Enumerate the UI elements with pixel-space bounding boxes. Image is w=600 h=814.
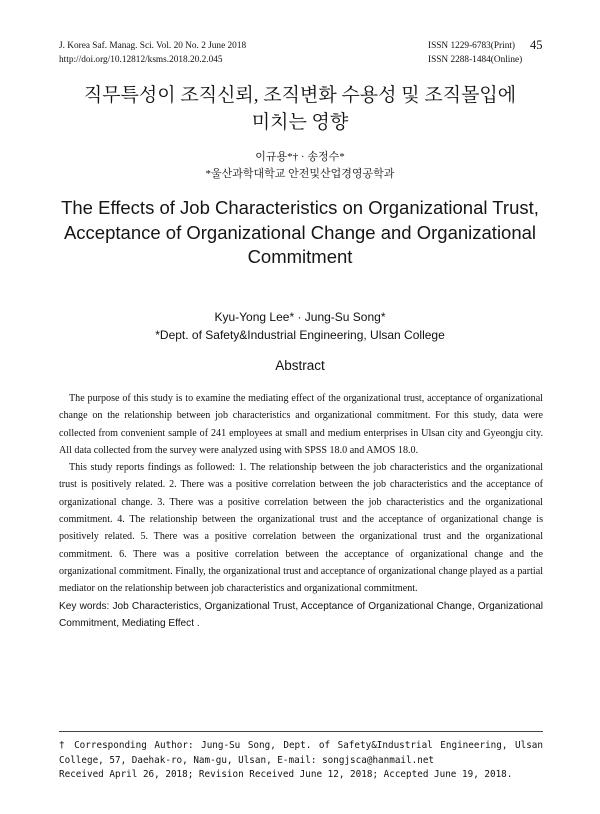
journal-citation: J. Korea Saf. Manag. Sci. Vol. 20 No. 2 June 2018 — [59, 41, 247, 51]
english-title-line: Acceptance of Organizational Change and Organizational — [63, 221, 537, 243]
english-authors: Kyu-Yong Lee* · Jung-Su Song* — [214, 310, 386, 324]
english-title — [0, 196, 600, 270]
corresponding-author-note: † Corresponding Author: Jung-Su Song, Dept. of Safety&Industrial Engineering, Ulsan College, 57, Daehak-ro, Nam-gu, Ulsan, E-mail: songjsca@hanmail.net — [59, 740, 543, 766]
english-affiliation: *Dept. of Safety&Industrial Engineering, Ulsan College — [155, 328, 445, 342]
korean-authors: 이규용*† · 송정수* — [255, 151, 345, 163]
footnote — [59, 739, 543, 783]
korean-affiliation: *울산과학대학교 안전및산업경영공학과 — [205, 168, 395, 180]
korean-title-line: 미치는 영향 — [251, 112, 349, 133]
abstract-body — [59, 390, 543, 632]
issn-print: ISSN 1229-6783(Print) — [428, 41, 516, 51]
english-title-line: Commitment — [247, 246, 353, 267]
abstract-heading: Abstract — [275, 358, 325, 373]
korean-title-line: 직무특성이 조직신뢰, 조직변화 수용성 및 조직몰입에 — [83, 85, 517, 106]
keywords: Key words: Job Characteristics, Organizational Trust, Acceptance of Organizational Change, Organizational Commitment, Mediating Effect . — [59, 600, 543, 629]
footnote-divider — [59, 731, 543, 732]
running-header-right — [428, 39, 522, 67]
issn-online: ISSN 2288-1484(Online) — [428, 55, 523, 65]
running-header-left — [59, 39, 246, 67]
abstract-paragraph: This study reports findings as followed: 1. The relationship between the job characteristics and the organizational trust is positively related. 2. There was a positive correlation between the job characteristics and the acceptance of organizational change. 3. There was a positive correlation between the job characteristics and the organizational commitment. 4. The relationship between the organizational trust and the acceptance of organizational change is positively related. 5. There was a positive correlation between the organizational trust and the organizational commitment. 6. There was a positive correlation between the acceptance of organizational change and the organizational commitment. Finally, the organizational trust and acceptance of organizational change played as a partial mediator on the relationship between job characteristics and organizational commitment. — [59, 462, 543, 595]
page-number: 45 — [530, 38, 543, 52]
received-dates: Received April 26, 2018; Revision Received June 12, 2018; Accepted June 19, 2018. — [59, 769, 513, 780]
abstract-paragraph: The purpose of this study is to examine the mediating effect of the organizational trust, acceptance of organizational change on the relationship between job characteristics and organizational commitment. For this study, data were collected from convenient sample of 241 employees at small and medium enterprises in Ulsan city and Gyeongju city. All data collected from the survey were analyzed using with SPSS 18.0 and AMOS 18.0. — [59, 393, 543, 456]
english-title-line: The Effects of Job Characteristics on Organizational Trust, — [61, 197, 539, 218]
doi-link[interactable]: http://doi.org/10.12812/ksms.2018.20.2.045 — [59, 55, 223, 65]
korean-title — [0, 82, 600, 136]
